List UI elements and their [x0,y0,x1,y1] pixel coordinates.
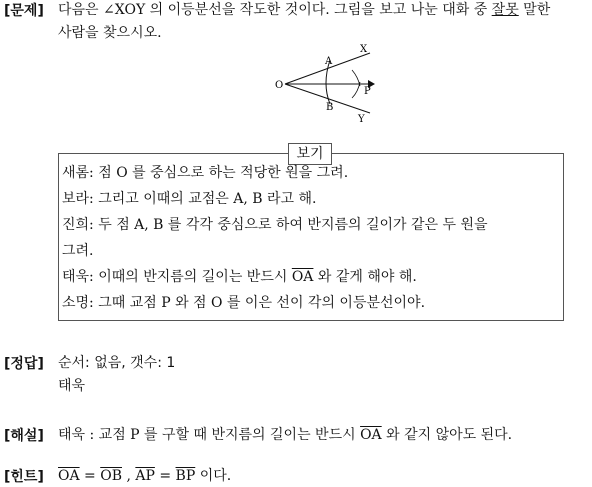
dialogue-line-5 [62,266,417,288]
hint-segment-bp: $\overline{BP}$ [175,468,196,484]
problem-label: [문제] [4,3,44,19]
label-y: Y [358,114,365,125]
hint-segment-ap: $\overline{AP}$ [135,468,155,484]
answer-label: [정답] [4,356,44,372]
problem-line-1-end: 말한 [518,2,551,18]
explanation-segment-oa: $\overline{OA}$ [360,427,382,443]
explanation-label: [해설] [4,428,44,444]
dialogue-line-6: 소명: 그때 교점 P 와 점 O 를 이은 선이 각의 이등분선이야. [62,295,426,311]
segment-oa: $\overline{OA}$ [291,269,314,285]
hint-eq-1: = [79,468,101,484]
answer-line-1: 순서: 없음, 갯수: 1 [58,355,176,371]
dialogue-line-5-start: 태욱: 이때의 반지름의 길이는 반드시 [62,269,292,285]
hint-eq-2: = [154,468,176,484]
dialogue-line-5-end: 와 같게 해야 해. [313,269,417,285]
label-b: B [326,102,334,113]
label-a: A [325,56,333,67]
hint-segment-oa: $\overline{OA}$ [58,468,80,484]
hint-sep: , [122,468,136,484]
problem-underlined-word: 잘못 [491,2,519,18]
problem-line-1 [58,0,550,21]
label-x: X [360,44,368,55]
explanation-text [58,424,512,446]
hint-end: 이다. [195,468,232,484]
problem-line-1-start: 다음은 ∠XOY 의 이등분선을 작도한 것이다. 그림을 보고 나눈 대화 중 [58,2,492,18]
hint-label: [힌트] [4,469,44,485]
hint-text [58,465,231,487]
angle-bisector-figure [268,40,398,125]
explanation-end: 와 같지 않아도 된다. [381,427,513,443]
label-p: P [364,86,371,97]
dialogue-line-2: 보라: 그리고 이때의 교점은 A, B 라고 해. [62,191,317,207]
dialogue-line-3: 진희: 두 점 A, B 를 각각 중심으로 하여 반지름의 길이가 같은 두 원을 [62,217,488,233]
label-o: O [275,80,284,91]
dialogue-line-4: 그려. [62,243,94,259]
problem-line-2: 사람을 찾으시오. [58,25,162,41]
answer-line-2: 태욱 [58,378,86,394]
explanation-start: 태욱 : 교점 P 를 구할 때 반지름의 길이는 반드시 [58,427,361,443]
dialogue-line-1: 새롬: 점 O 를 중심으로 하는 적당한 원을 그려. [62,165,349,181]
example-box-title: 보기 [288,143,332,165]
hint-segment-ob: $\overline{OB}$ [100,468,122,484]
